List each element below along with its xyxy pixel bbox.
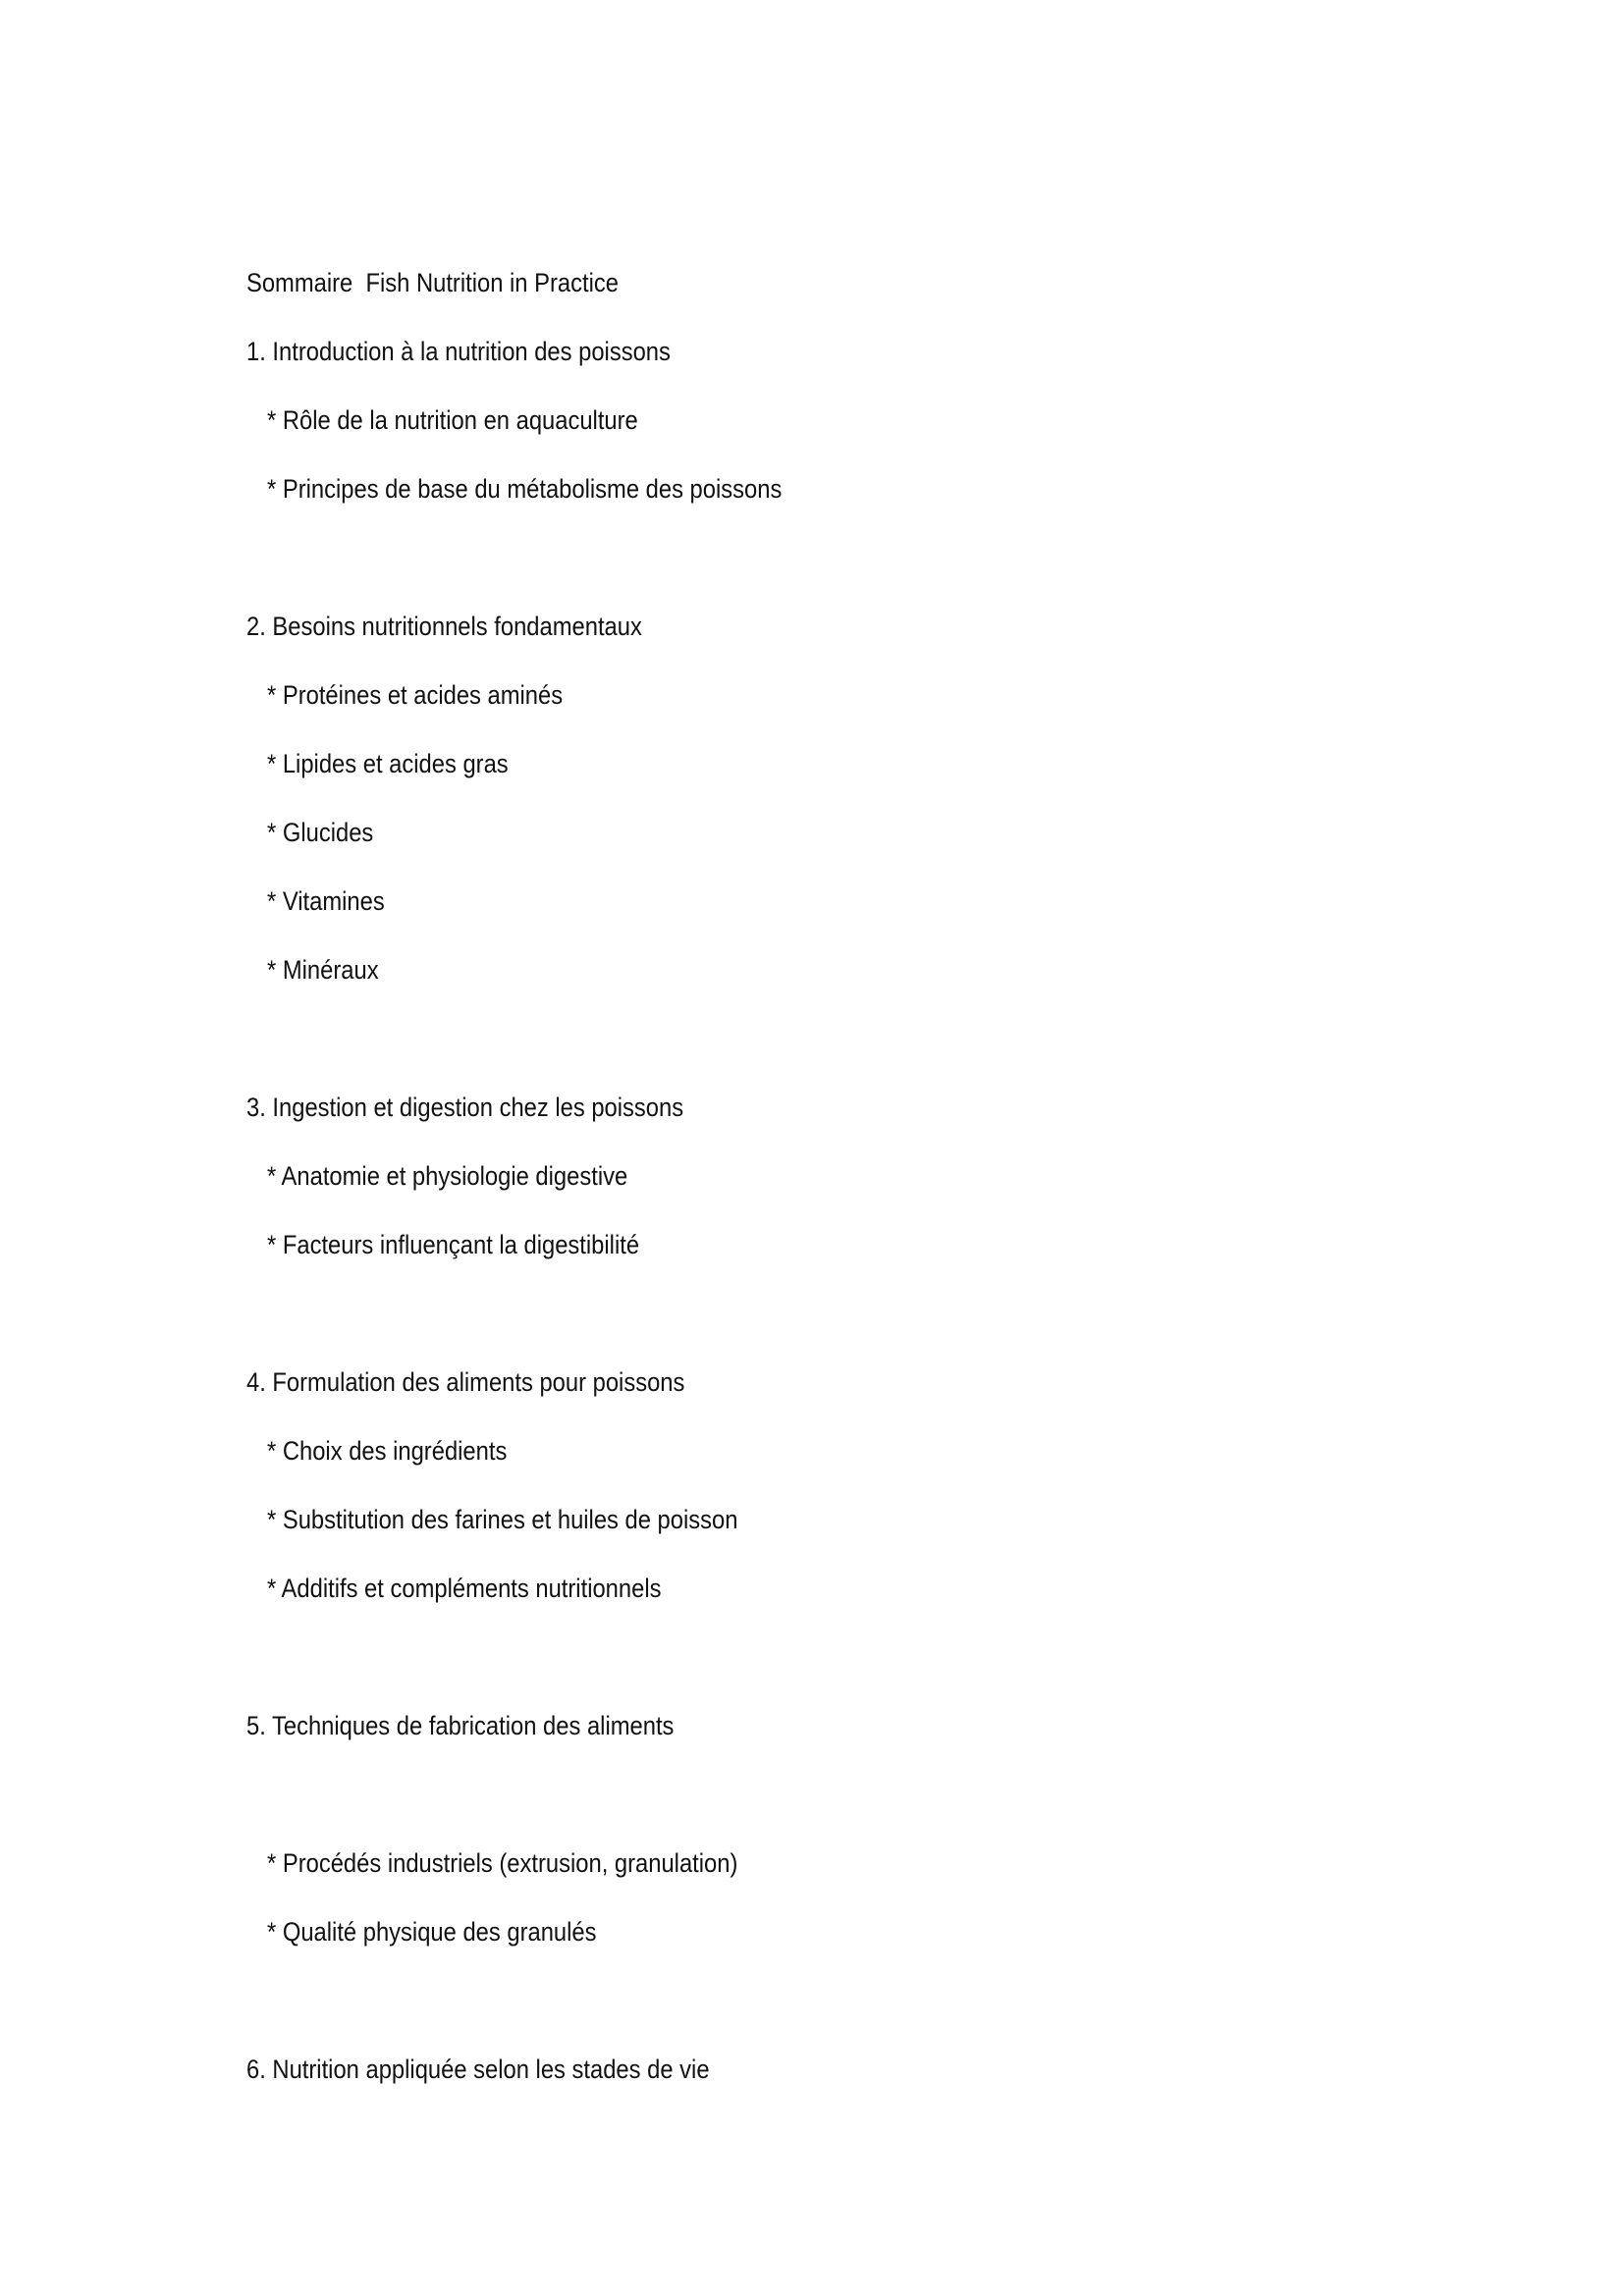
section-2-item: * Glucides [267,818,374,847]
section-heading-2: 2. Besoins nutritionnels fondamentaux [246,612,642,641]
section-5-item: * Procédés industriels (extrusion, granulation) [267,1848,738,1878]
section-2-item: * Lipides et acides gras [267,749,509,778]
section-3-item: * Anatomie et physiologie digestive [267,1161,628,1191]
section-2-item: * Protéines et acides aminés [267,680,564,710]
section-4-item: * Additifs et compléments nutritionnels [267,1574,662,1603]
document-title: Sommaire Fish Nutrition in Practice [246,268,619,297]
section-4-item: * Choix des ingrédients [267,1436,508,1466]
section-heading-5: 5. Techniques de fabrication des aliments [246,1711,675,1740]
section-2-item: * Minéraux [267,955,379,985]
section-3-item: * Facteurs influençant la digestibilité [267,1230,640,1259]
section-heading-3: 3. Ingestion et digestion chez les poissons [246,1093,684,1122]
section-heading-4: 4. Formulation des aliments pour poissons [246,1367,685,1397]
section-2-item: * Vitamines [267,886,385,916]
section-5-item: * Qualité physique des granulés [267,1917,597,1947]
section-1-item: * Principes de base du métabolisme des poissons [267,474,783,504]
section-heading-1: 1. Introduction à la nutrition des poissons [246,337,671,366]
section-4-item: * Substitution des farines et huiles de poisson [267,1505,738,1534]
section-heading-6: 6. Nutrition appliquée selon les stades de vie [246,2055,710,2084]
section-1-item: * Rôle de la nutrition en aquaculture [267,405,638,435]
